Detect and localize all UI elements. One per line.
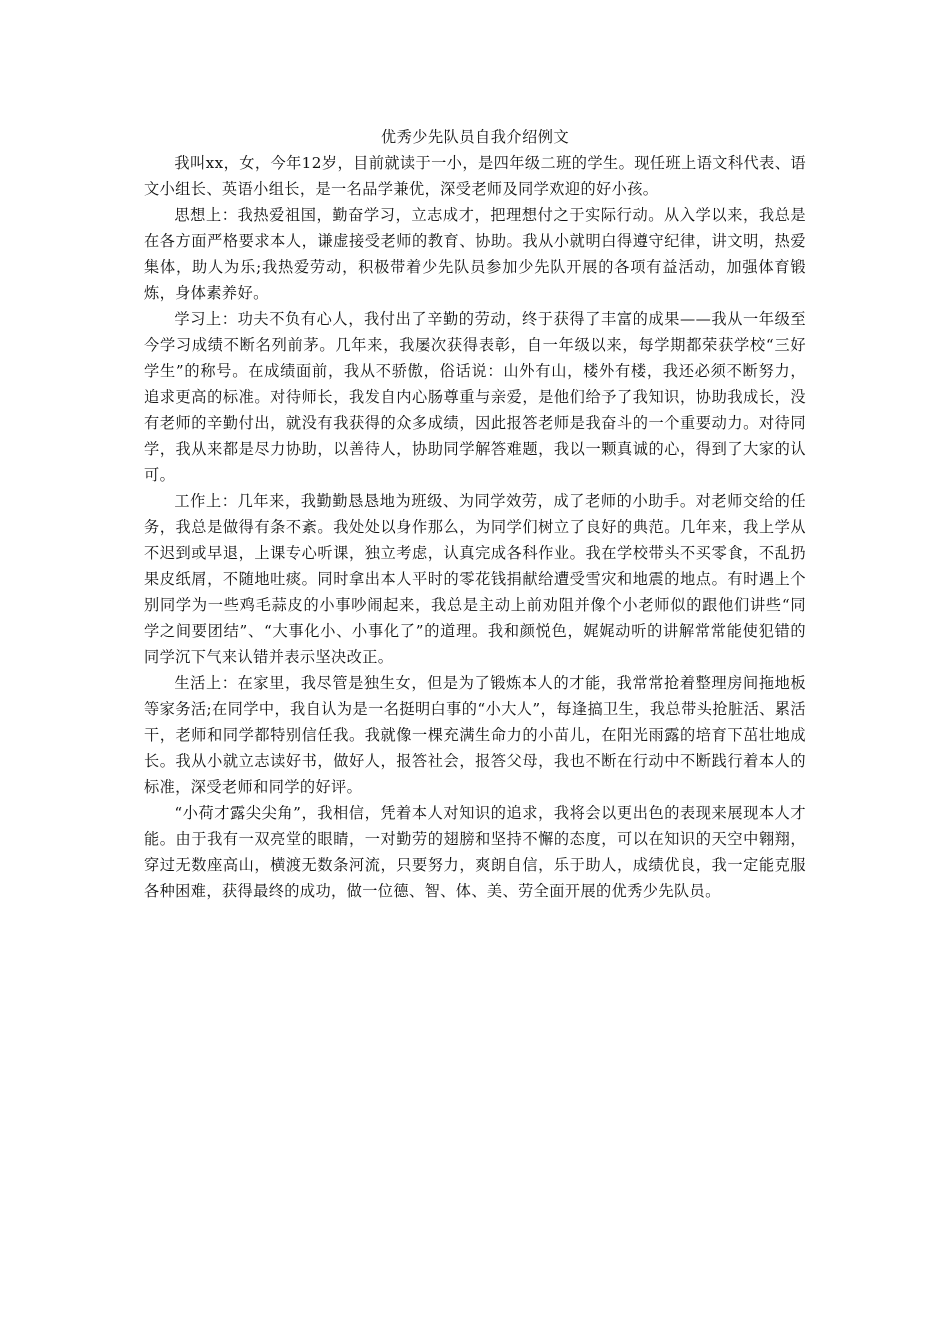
paragraph-thought: 思想上：我热爱祖国，勤奋学习，立志成才，把理想付之于实际行动。从入学以来，我总是在各方面严格要求本人，谦虚接受老师的教育、协助。我从小就明白得遵守纪律，讲文明，热爱集体，助人为乐;我热爱劳动，积极带着少先队员参加少先队开展的各项有益活动，加强体育锻炼，身体素养好。 bbox=[144, 206, 806, 302]
paragraph-intro: 我叫xx，女，今年12岁，目前就读于一小，是四年级二班的学生。现任班上语文科代表、语文小组长、英语小组长，是一名品学兼优，深受老师及同学欢迎的好小孩。 bbox=[144, 154, 806, 198]
document-body bbox=[144, 124, 806, 904]
paragraph-work: 工作上：几年来，我勤勤恳恳地为班级、为同学效劳，成了老师的小助手。对老师交给的任务，我总是做得有条不紊。我处处以身作那么，为同学们树立了良好的典范。几年来，我上学从不迟到或早退，上课专心听课，独立考虑，认真完成各科作业。我在学校带头不买零食，不乱扔果皮纸屑，不随地吐痰。同时拿出本人平时的零花钱捐献给遭受雪灾和地震的地点。有时遇上个别同学为一些鸡毛蒜皮的小事吵闹起来，我总是主动上前劝阻并像个小老师似的跟他们讲些“同学之间要团结”、“大事化小、小事化了”的道理。我和颜悦色，娓娓动听的讲解常常能使犯错的同学沉下气来认错并表示坚决改正。 bbox=[144, 492, 806, 666]
paragraph-study: 学习上：功夫不负有心人，我付出了辛勤的劳动，终于获得了丰富的成果——我从一年级至今学习成绩不断名列前茅。几年来，我屡次获得表彰，自一年级以来，每学期都荣获学校“三好学生”的称号。在成绩面前，我从不骄傲，俗话说：山外有山，楼外有楼，我还必须不断努力，追求更高的标准。对待师长，我发自内心肠尊重与亲爱，是他们给予了我知识，协助我成长，没有老师的辛勤付出，就没有我获得的众多成绩，因此报答老师是我奋斗的一个重要动力。对待同学，我从来都是尽力协助，以善待人，协助同学解答难题，我以一颗真诚的心，得到了大家的认可。 bbox=[144, 310, 806, 484]
paragraph-life: 生活上：在家里，我尽管是独生女，但是为了锻炼本人的才能，我常常抢着整理房间拖地板等家务活;在同学中，我自认为是一名挺明白事的“小大人”，每逢搞卫生，我总带头抢脏活、累活干，老师和同学都特别信任我。我就像一棵充满生命力的小苗儿，在阳光雨露的培育下茁壮地成长。我从小就立志读好书，做好人，报答社会，报答父母，我也不断在行动中不断践行着本人的标准，深受老师和同学的好评。 bbox=[144, 674, 806, 796]
document-title: 优秀少先队员自我介绍例文 bbox=[380, 128, 570, 146]
paragraph-conclusion: “小荷才露尖尖角”，我相信，凭着本人对知识的追求，我将会以更出色的表现来展现本人才能。由于我有一双亮堂的眼睛，一对勤劳的翅膀和坚持不懈的态度，可以在知识的天空中翱翔，穿过无数座高山，横渡无数条河流，只要努力，爽朗自信，乐于助人，成绩优良，我一定能克服各种困难，获得最终的成功，做一位德、智、体、美、劳全面开展的优秀少先队员。 bbox=[144, 804, 806, 900]
